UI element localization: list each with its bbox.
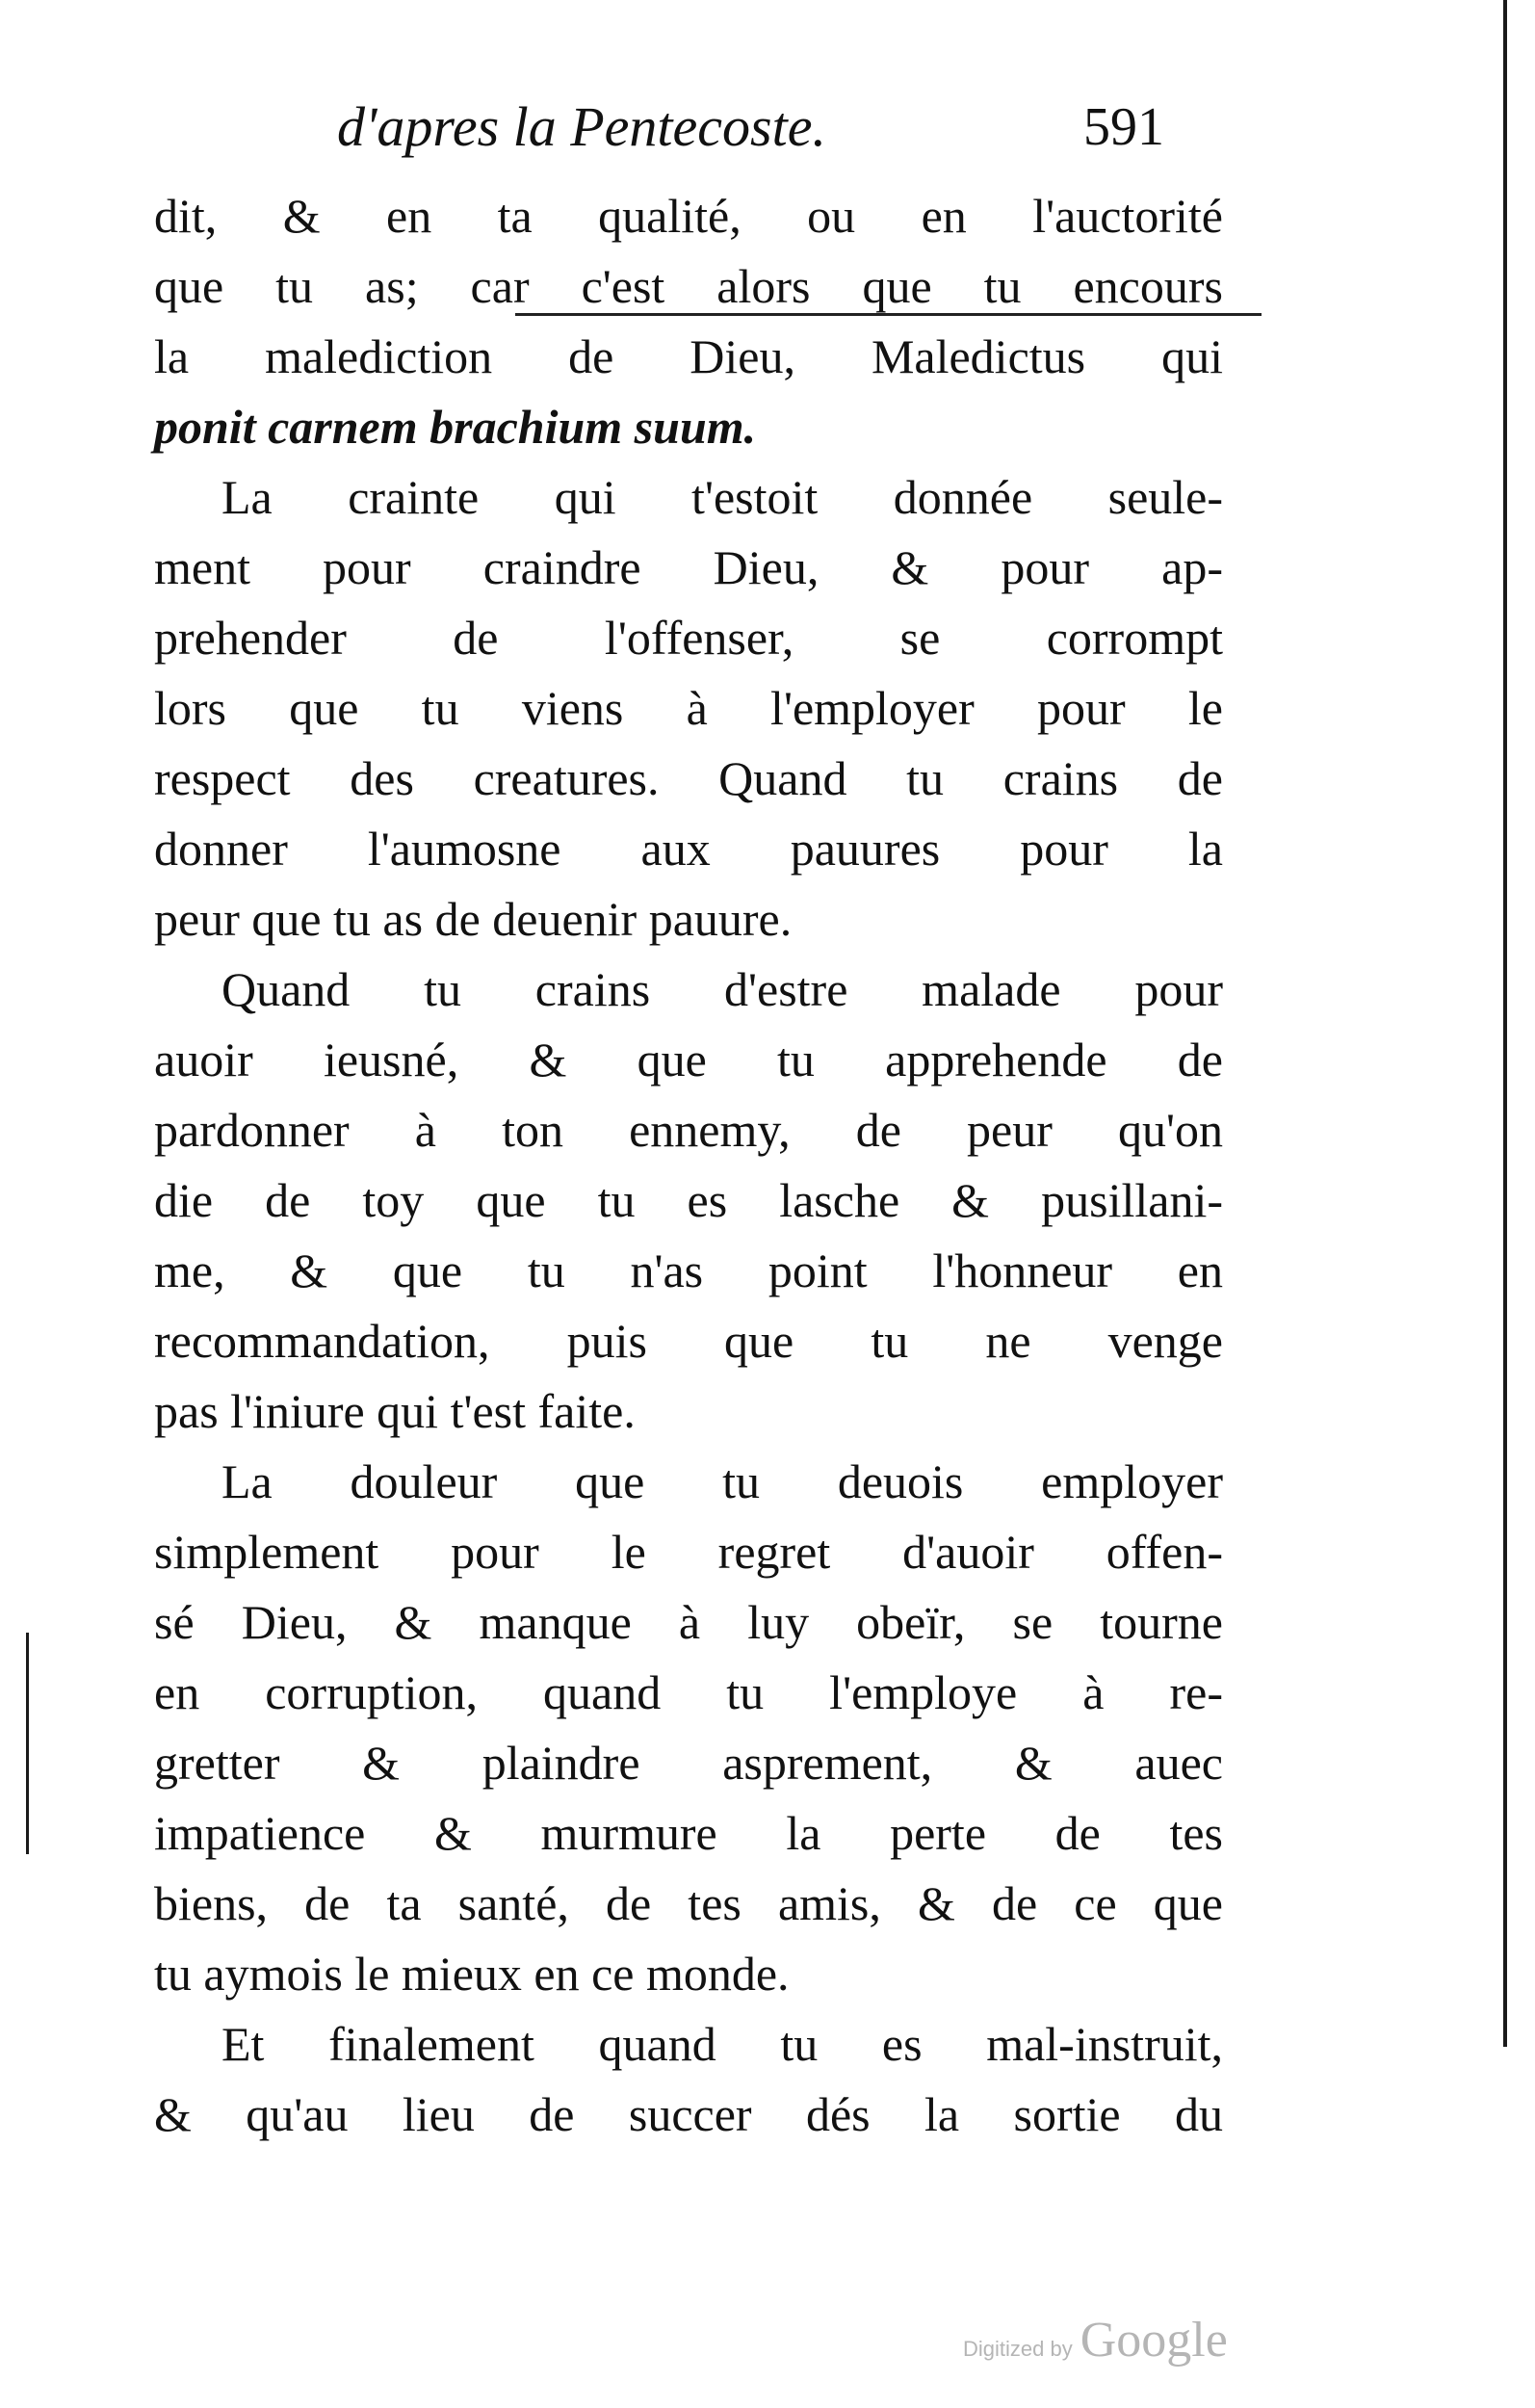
page-header [154,94,1213,171]
text-line-latin: ponit carnem brachium suum. [154,400,757,454]
google-logo: Google [1080,2313,1228,2368]
text-line: biens, de ta santé, de tes amis, & de ce que [154,1876,1223,1930]
text-line: pardonner à ton ennemy, de peur qu'on [154,1103,1223,1157]
digitized-watermark [963,2312,1300,2379]
text-line: dit, & en ta qualité, ou en l'auctorité [154,189,1223,243]
text-line: auoir ieusné, & que tu apprehende de [154,1033,1223,1086]
text-line: & qu'au lieu de succer dés la sortie du [154,2087,1223,2141]
text-line: sé Dieu, & manque à luy obeïr, se tourne [154,1595,1223,1649]
page-edge-line [1503,0,1507,2047]
running-title: d'apres la Pentecoste. [337,95,826,158]
text-line: recommandation, puis que tu ne venge [154,1314,1223,1368]
text-line: me, & que tu n'as point l'honneur en [154,1243,1223,1297]
watermark-prefix: Digitized by [963,2337,1073,2361]
text-line: donner l'aumosne aux pauures pour la [154,822,1223,876]
text-line: die de toy que tu es lasche & pusillani- [154,1173,1223,1227]
text-line: tu aymois le mieux en ce monde. [154,1947,790,2001]
text-line: lors que tu viens à l'employer pour le [154,681,1223,735]
margin-mark [26,1633,29,1854]
text-line: en corruption, quand tu l'employe à re- [154,1665,1223,1719]
body-text [154,181,1223,2150]
text-line: La douleur que tu deuois employer [221,1454,1223,1508]
text-line: simplement pour le regret d'auoir offen- [154,1525,1223,1579]
text-line: respect des creatures. Quand tu crains de [154,751,1223,805]
page-number: 591 [1083,97,1164,157]
text-line: la malediction de Dieu, Maledictus qui [154,329,1223,383]
text-line: gretter & plaindre asprement, & auec [154,1736,1223,1790]
text-line: que tu as; car c'est alors que tu encours [154,259,1223,313]
text-line: La crainte qui t'estoit donnée seule- [221,470,1223,524]
text-line: ment pour craindre Dieu, & pour ap- [154,540,1223,594]
text-line: prehender de l'offenser, se corrompt [154,611,1223,665]
text-line: pas l'iniure qui t'est faite. [154,1384,636,1438]
text-line: peur que tu as de deuenir pauure. [154,892,793,946]
text-line: Quand tu crains d'estre malade pour [221,962,1223,1016]
text-line: Et finalement quand tu es mal-instruit, [221,2017,1223,2071]
text-line: impatience & murmure la perte de tes [154,1806,1223,1860]
